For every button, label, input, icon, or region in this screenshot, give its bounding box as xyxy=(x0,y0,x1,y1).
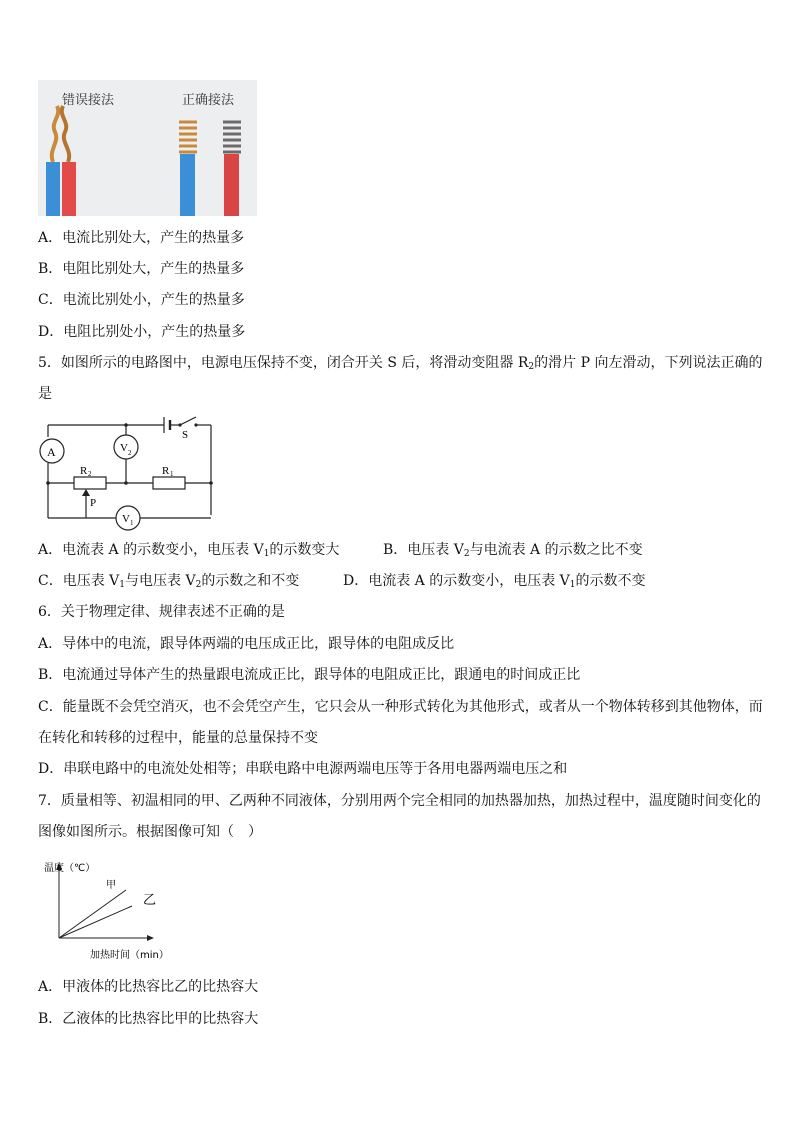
q4-option-a: A．电流比别处大，产生的热量多 xyxy=(38,230,245,246)
q5-stem-line1 xyxy=(38,354,762,372)
q5-stem-line2: 是 xyxy=(38,386,52,402)
voltmeter-1-symbol: V xyxy=(122,513,130,525)
q6-option-d: D．串联电路中的电流处处相等；串联电路中电源两端电压等于各用电器两端电压之和 xyxy=(38,761,568,777)
q5-option-a-tail: 的示数变大 xyxy=(269,542,340,558)
q7-option-b: B．乙液体的比热容比甲的比热容大 xyxy=(38,1011,259,1027)
q5-stem-text: 5．如图所示的电路图中，电源电压保持不变，闭合开关 S 后，将滑动变阻器 R xyxy=(38,355,529,371)
q7-stem-line2: 图像如图所示。根据图像可知（ ） xyxy=(38,824,262,840)
q5-option-b xyxy=(383,541,643,559)
q6-option-c-line1: C．能量既不会凭空消灭，也不会凭空产生，它只会从一种形式转化为其他形式，或者从一个物体转移到其他物体，而 xyxy=(38,699,763,715)
q6-option-b: B．电流通过导体产生的热量跟电流成正比，跟导体的电阻成正比，跟通电的时间成正比 xyxy=(38,667,581,683)
q4-option-c: C．电流比别处小，产生的热量多 xyxy=(38,292,245,308)
ammeter-symbol: A xyxy=(47,445,56,459)
q5-option-c-mid: 与电压表 V xyxy=(125,573,196,589)
q6-option-c-line2: 在转化和转移的过程中，能量的总量保持不变 xyxy=(38,730,318,746)
q5-option-c-text: C．电压表 V xyxy=(38,573,120,589)
q5-option-b-tail: 与电流表 A 的示数之比不变 xyxy=(469,542,643,558)
q5-option-d-sub: 1 xyxy=(569,580,576,590)
r1-sub: 1 xyxy=(170,470,174,478)
line-yi-label: 乙 xyxy=(143,893,157,908)
q5-option-a-sub: 1 xyxy=(263,549,270,559)
q5-option-b-sub: 2 xyxy=(463,549,470,559)
q5-option-d-tail: 的示数不变 xyxy=(575,573,646,589)
switch-label: S xyxy=(182,429,189,441)
line-jia-label: 甲 xyxy=(106,880,116,891)
q5-circuit-diagram xyxy=(36,405,226,533)
r1-label: R xyxy=(162,465,170,477)
voltmeter-2-sub: 2 xyxy=(128,449,132,457)
voltmeter-1-sub: 1 xyxy=(130,519,134,527)
q7-temperature-graph xyxy=(40,858,190,963)
q7-stem-line1: 7．质量相等、初温相同的甲、乙两种不同液体，分别用两个完全相同的加热器加热，加热过程中，温度随时间变化的 xyxy=(38,793,761,809)
q5-option-d-text: D．电流表 A 的示数变小，电压表 V xyxy=(343,573,570,589)
voltmeter-2-symbol: V xyxy=(120,442,128,454)
q5-option-d xyxy=(343,572,646,590)
q5-option-b-text: B．电压表 V xyxy=(383,542,464,558)
right-method-label: 正确接法 xyxy=(182,93,235,108)
q5-option-a xyxy=(38,541,339,559)
q6-option-a: A．导体中的电流，跟导体两端的电压成正比，跟导体的电阻成反比 xyxy=(38,636,455,652)
r2-label: R xyxy=(80,465,88,477)
q4-option-b: B．电阻比别处大，产生的热量多 xyxy=(38,261,245,277)
q5-option-c-tail: 的示数之和不变 xyxy=(201,573,300,589)
wrong-method-label: 错误接法 xyxy=(62,93,115,108)
q5-option-c-sub1: 1 xyxy=(119,580,126,590)
q5-stem-tail: 的滑片 P 向左滑动，下列说法正确的 xyxy=(534,355,763,371)
graph-y-label: 温度（℃） xyxy=(44,863,96,874)
graph-x-label: 加热时间（min） xyxy=(90,950,169,961)
wire-joint-photo xyxy=(38,80,257,216)
slider-label: P xyxy=(90,497,97,509)
r2-sub: 2 xyxy=(88,470,92,478)
q5-stem-sub: 2 xyxy=(528,362,535,372)
q7-option-a: A．甲液体的比热容比乙的比热容大 xyxy=(38,979,259,995)
q5-option-c xyxy=(38,572,299,590)
q5-option-a-text: A．电流表 A 的示数变小，电压表 V xyxy=(38,542,264,558)
q4-option-d: D．电阻比别处小，产生的热量多 xyxy=(38,324,246,340)
q6-stem: 6．关于物理定律、规律表述不正确的是 xyxy=(38,604,285,620)
q5-option-c-sub2: 2 xyxy=(195,580,202,590)
